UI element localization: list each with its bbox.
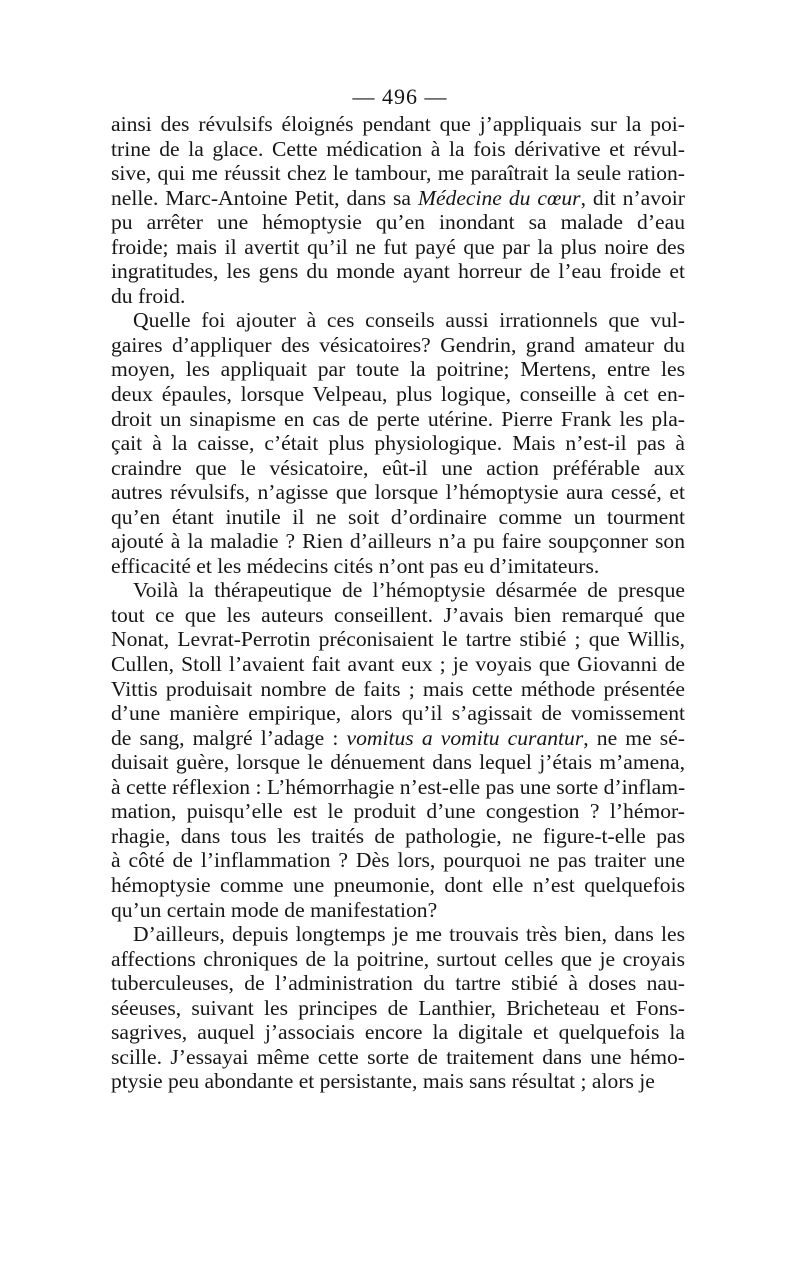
text-line: Voilà la thérapeutique de l’hémoptysie désarmée de presque — [133, 578, 685, 603]
italic-title: vomitus a vomitu curantur — [346, 725, 584, 750]
text-line: sagrives, auquel j’associais encore la digitale et quelquefois la — [111, 1020, 685, 1045]
text-line: Vittis produisait nombre de faits ; mais cette méthode présentée — [111, 676, 685, 701]
text-line: d’une manière empirique, alors qu’il s’agissait de vomissement — [111, 701, 685, 726]
text-line: sive, qui me réussit chez le tambour, me paraîtrait la seule ration- — [111, 161, 685, 186]
text-line: moyen, les appliquait par toute la poitrine; Mertens, entre les — [111, 357, 685, 382]
text-line — [111, 186, 685, 211]
italic-title: Médecine du cœur — [417, 185, 581, 210]
text-line: Nonat, Levrat-Perrotin préconisaient le tartre stibié ; que Willis, — [111, 627, 685, 652]
text-line: ajouté à la maladie ? Rien d’ailleurs n’a pu faire soupçonner son — [111, 529, 685, 554]
body-text — [111, 112, 685, 1094]
text-line: à cette réflexion : L’hémorrhagie n’est-elle pas une sorte d’inflam- — [111, 774, 686, 799]
text-line: hémoptysie comme une pneumonie, dont elle n’est quelquefois — [111, 872, 685, 897]
text-line: ainsi des révulsifs éloignés pendant que j’appliquais sur la poi- — [111, 112, 685, 136]
paragraph — [111, 922, 685, 1094]
text-segment: , dit n’avoir — [580, 185, 686, 210]
text-line: mation, puisqu’elle est le produit d’une congestion ? l’hémor- — [111, 799, 685, 824]
text-segment: de sang, malgré l’adage : — [111, 725, 347, 750]
text-line: deux épaules, lorsque Velpeau, plus logique, conseille à cet en- — [111, 382, 685, 407]
text-line: à côté de l’inflammation ? Dès lors, pourquoi ne pas traiter une — [111, 848, 685, 873]
text-line: scille. J’essayai même cette sorte de traitement dans une hémo- — [111, 1044, 685, 1069]
text-line: ingratitudes, les gens du monde ayant horreur de l’eau froide et — [111, 259, 685, 284]
text-line: efficacité et les médecins cités n’ont pas eu d’imitateurs. — [111, 553, 600, 578]
text-line: rhagie, dans tous les traités de pathologie, ne figure-t-elle pas — [111, 823, 685, 848]
text-line: gaires d’appliquer des vésicatoires? Gendrin, grand amateur du — [111, 332, 685, 357]
paragraph — [111, 308, 685, 578]
text-line: autres révulsifs, n’agisse que lorsque l’hémoptysie aura cessé, et — [111, 480, 685, 505]
text-line: Quelle foi ajouter à ces conseils aussi irrationnels que vul- — [133, 308, 685, 333]
paragraph — [111, 578, 685, 922]
text-line: çait à la caisse, c’était plus physiologique. Mais n’est-il pas à — [111, 431, 685, 456]
page-number: — 496 — — [352, 84, 448, 109]
text-line: droit un sinapisme en cas de perte utérine. Pierre Frank les pla- — [111, 406, 685, 431]
text-line: craindre que le vésicatoire, eût-il une action préférable aux — [111, 455, 685, 480]
text-line: pu arrêter une hémoptysie qu’en inondant sa malade d’eau — [111, 210, 685, 235]
text-line: tout ce que les auteurs conseillent. J’avais bien remarqué que — [111, 602, 685, 627]
text-line: duisait guère, lorsque le dénuement dans lequel j’étais m’amena, — [111, 750, 685, 775]
text-line: ptysie peu abondante et persistante, mais sans résultat ; alors je — [111, 1069, 655, 1094]
text-line: trine de la glace. Cette médication à la fois dérivative et révul- — [111, 136, 685, 161]
text-segment: nelle. Marc-Antoine Petit, dans sa — [111, 185, 418, 210]
text-segment: , ne me sé- — [583, 725, 685, 750]
text-line: D’ailleurs, depuis longtemps je me trouvais très bien, dans les — [133, 922, 685, 947]
text-line: qu’en étant inutile il ne soit d’ordinaire comme un tourment — [111, 504, 685, 529]
text-line — [111, 726, 685, 751]
text-line: affections chroniques de la poitrine, surtout celles que je croyais — [111, 946, 685, 971]
text-line: Cullen, Stoll l’avaient fait avant eux ; je voyais que Giovanni de — [111, 652, 685, 677]
text-line: qu’un certain mode de manifestation? — [111, 897, 438, 922]
text-line: du froid. — [111, 283, 186, 308]
text-line: séeuses, suivant les principes de Lanthier, Bricheteau et Fons- — [111, 995, 685, 1020]
paragraph — [111, 112, 685, 308]
text-line: froide; mais il avertit qu’il ne fut payé que par la plus noire des — [111, 234, 685, 259]
text-line: tuberculeuses, de l’administration du tartre stibié à doses nau- — [111, 971, 685, 996]
